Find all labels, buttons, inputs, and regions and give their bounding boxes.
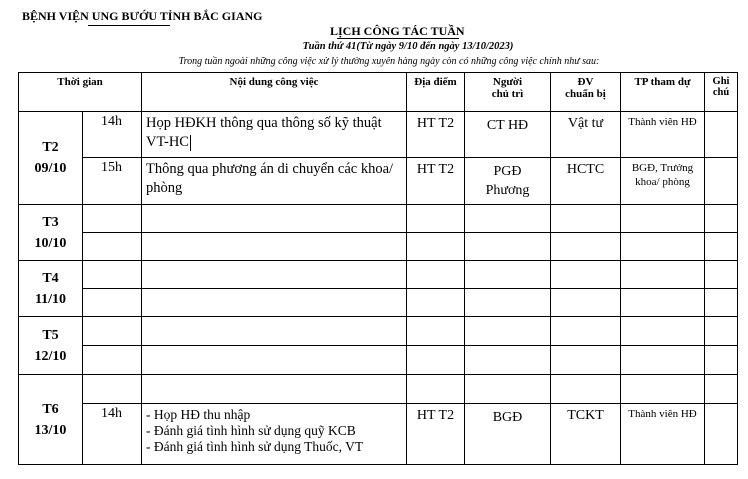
table-row — [19, 205, 738, 233]
table-row — [19, 158, 738, 205]
chair-cell: BGĐ — [465, 404, 551, 465]
chair-cell — [465, 205, 551, 233]
place-cell — [407, 346, 465, 375]
note-cell — [705, 375, 738, 404]
unit-cell: TCKT — [551, 404, 621, 465]
col-chair-line1: Người — [492, 76, 523, 88]
content-text: Họp HĐKH thông qua thông số kỹ thuật VT-HC — [146, 115, 382, 150]
table-row — [19, 233, 738, 261]
col-note-line2: chú — [712, 87, 730, 98]
content-cell — [142, 112, 407, 158]
col-time-header: Thời gian — [19, 73, 142, 112]
place-cell: HT T2 — [407, 158, 465, 205]
note-cell — [705, 261, 738, 289]
participants-cell — [621, 261, 705, 289]
title-underline — [337, 38, 459, 39]
unit-cell — [551, 289, 621, 317]
week-subtitle: Tuần thứ 41(Từ ngày 9/10 đến ngày 13/10/2023) — [302, 41, 514, 52]
place-cell — [407, 375, 465, 404]
content-cell — [142, 261, 407, 289]
chair-cell — [465, 233, 551, 261]
day-date: 13/10 — [34, 422, 67, 438]
chair-line1: PGĐ — [493, 164, 522, 179]
place-cell: HT T2 — [407, 404, 465, 465]
col-unit-line2: chuẩn bị — [565, 88, 606, 100]
day-label: T5 — [42, 327, 59, 343]
content-item: - Đánh giá tình hình sử dụng Thuốc, VT — [146, 439, 364, 454]
participants-cell — [621, 289, 705, 317]
place-cell — [407, 233, 465, 261]
note-cell — [705, 346, 738, 375]
note-cell — [705, 112, 738, 158]
note-cell — [705, 404, 738, 465]
time-cell — [83, 289, 142, 317]
participants-cell: Thành viên HĐ — [621, 112, 705, 158]
place-cell: HT T2 — [407, 112, 465, 158]
note-cell — [705, 205, 738, 233]
chair-cell — [465, 317, 551, 346]
unit-cell — [551, 375, 621, 404]
participants-cell: BGĐ, Trưởng khoa/ phòng — [621, 158, 705, 205]
day-label: T2 — [42, 140, 59, 155]
col-unit-line1: ĐV — [577, 76, 594, 88]
place-cell — [407, 261, 465, 289]
col-content-header: Nội dung công việc — [142, 73, 407, 112]
time-cell — [83, 261, 142, 289]
header-row — [19, 73, 738, 112]
day-cell-t5 — [19, 317, 83, 375]
chair-cell: CT HĐ — [465, 112, 551, 158]
note-cell — [705, 233, 738, 261]
note-cell — [705, 317, 738, 346]
table-row — [19, 289, 738, 317]
day-date: 11/10 — [34, 291, 67, 307]
intro-note: Trong tuần ngoài những công việc xử lý thường xuyên hàng ngày còn có những công việc chính như sau: — [178, 56, 600, 67]
note-cell — [705, 158, 738, 205]
day-cell-t2 — [19, 112, 83, 205]
col-chair-header — [465, 73, 551, 112]
day-date: 10/10 — [34, 235, 67, 251]
time-cell — [83, 317, 142, 346]
time-cell — [83, 233, 142, 261]
place-cell — [407, 317, 465, 346]
schedule-title: LỊCH CÔNG TÁC TUẦN — [330, 24, 465, 38]
place-cell — [407, 205, 465, 233]
time-cell — [83, 205, 142, 233]
content-cell — [142, 346, 407, 375]
time-cell: 14h — [83, 404, 142, 465]
content-cell — [142, 375, 407, 404]
col-note-line1: Ghi — [712, 76, 730, 87]
col-chair-line2: chủ trì — [491, 88, 524, 100]
participants-cell: Thành viên HĐ — [621, 404, 705, 465]
participants-cell — [621, 346, 705, 375]
time-cell — [83, 346, 142, 375]
participants-cell — [621, 317, 705, 346]
content-cell — [142, 317, 407, 346]
content-cell — [142, 205, 407, 233]
participants-cell — [621, 233, 705, 261]
chair-cell — [465, 261, 551, 289]
chair-cell — [465, 289, 551, 317]
content-item: - Họp HĐ thu nhập — [146, 407, 251, 422]
table-row — [19, 112, 738, 158]
table-row — [19, 375, 738, 404]
day-cell-t4 — [19, 261, 83, 317]
chair-cell — [465, 346, 551, 375]
table-row — [19, 261, 738, 289]
content-cell — [142, 233, 407, 261]
col-participants-header: TP tham dự — [621, 73, 705, 112]
day-date: 09/10 — [34, 161, 67, 176]
organization-underline — [88, 25, 170, 26]
day-label: T6 — [42, 401, 59, 417]
time-cell: 15h — [83, 158, 142, 205]
chair-cell — [465, 375, 551, 404]
unit-cell: Vật tư — [551, 112, 621, 158]
unit-cell: HCTC — [551, 158, 621, 205]
day-date: 12/10 — [34, 348, 67, 364]
unit-cell — [551, 346, 621, 375]
content-item: - Đánh giá tình hình sử dụng quỹ KCB — [146, 423, 356, 438]
text-cursor — [190, 135, 191, 151]
chair-cell — [465, 158, 551, 205]
unit-cell — [551, 233, 621, 261]
unit-cell — [551, 205, 621, 233]
day-cell-t3 — [19, 205, 83, 261]
table-row — [19, 317, 738, 346]
place-cell — [407, 289, 465, 317]
col-place-header: Địa điểm — [407, 73, 465, 112]
unit-cell — [551, 261, 621, 289]
time-cell — [83, 375, 142, 404]
participants-cell — [621, 205, 705, 233]
unit-cell — [551, 317, 621, 346]
note-cell — [705, 289, 738, 317]
table-row — [19, 404, 738, 465]
content-cell — [142, 289, 407, 317]
table-row — [19, 346, 738, 375]
day-label: T3 — [42, 214, 59, 230]
col-note-header — [705, 73, 738, 112]
organization-name: BỆNH VIỆN UNG BƯỚU TỈNH BẮC GIANG — [22, 9, 263, 23]
schedule-table — [18, 72, 738, 465]
day-label: T4 — [42, 270, 59, 286]
content-cell — [142, 404, 407, 465]
participants-cell — [621, 375, 705, 404]
time-cell: 14h — [83, 112, 142, 158]
content-cell: Thông qua phương án di chuyển các khoa/ phòng — [142, 158, 407, 205]
day-cell-t6 — [19, 375, 83, 465]
col-unit-header — [551, 73, 621, 112]
chair-line2: Phương — [485, 183, 530, 198]
